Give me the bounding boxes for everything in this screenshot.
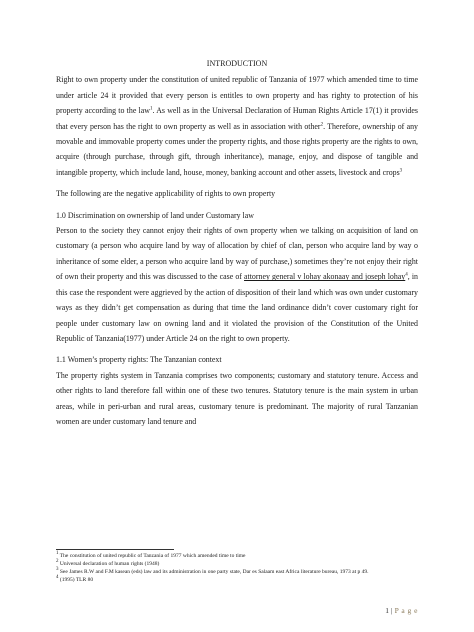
section-heading-1-0: 1.0 Discrimination on ownership of land under Customary law — [56, 210, 254, 220]
footnote-ref-4[interactable]: 4 — [405, 272, 408, 278]
page-label: P a g e — [394, 606, 418, 615]
document-body — [56, 56, 418, 429]
footnote-3: $^3$ See James R.W and F.M kasean (eds) law and its administration in one party state, Dar es Salaam east Africa literature bureau, 1973 at p 49. — [56, 567, 369, 575]
footnote-ref-3[interactable]: 3 — [399, 168, 403, 174]
footnote-ref-2[interactable]: 2 — [320, 122, 324, 127]
footnote-ref-1[interactable]: 1 — [149, 106, 153, 112]
document-title: INTRODUCTION — [206, 59, 268, 68]
footnote-1: $^1$ The constitution of united republic of Tanzania of 1977 which amended time to time — [56, 551, 246, 559]
footnote-2: $^2$ Universal declaration of human rights (1948) — [56, 559, 160, 567]
case-citation: attorney general v lohay akonaay and joseph lohay — [244, 272, 406, 282]
footnotes-area — [56, 549, 418, 584]
page-footer — [385, 606, 418, 615]
section-1-0-paragraph: Person to the society they cannot enjoy their rights of own property when we talking on acquisition of land on customary (a person who acquire land by way of allocation by chief of clan, person who acquire land by way o inheritance of some elder, a person who acquire land by way of purchase,) sometimes they’re not enjoy their right of own their property and this was discussed to the case of attorney general v lohay akonaay and joseph lohay$^4$, in this case the respondent were aggrieved by the action of disposition of their land which was own under customary ways as they didn’t get compensation as during that time the land ordinance didn’t cover customary right for people under customary law on owning land and it violated the provision of the Constitution of the United Republic of Tanzania(1977) under Article 24 on the right to own property. — [56, 226, 418, 343]
footnote-divider — [56, 549, 174, 550]
footer-separator: | — [391, 606, 393, 615]
page-number: 1 — [385, 606, 390, 615]
section-heading-1-1: 1.1 Women’s property rights: The Tanzanian context — [56, 355, 222, 365]
section-1-1-paragraph: The property rights system in Tanzania comprises two components; customary and statutory tenure. Access and other rights to land therefore fall within one of these two tenures. Statutory tenure is the main system in urban areas, while in peri-urban and rural areas, customary tenure is predominant. The majority of rural Tanzanian women are under customary land tenure and — [56, 370, 418, 426]
footnote-4: $^4$ (1995) TLR 80 — [56, 575, 94, 583]
intro-lead-paragraph: The following are the negative applicability of rights to own property — [56, 189, 276, 199]
intro-paragraph: Right to own property under the constitution of united republic of Tanzania of 1977 which amended time to time under article 24 it provided that every person is entitles to own property and has righty to protection of his property according to the law$^1$. As well as in the Universal Declaration of Human Rights Article 17(1) it provides that every person has the right to own property as well as in association with other$^2$. Therefore, ownership of any movable and immovable property comes under the property rights, and those rights property are the rights to own, acquire (through purchase, through gift, through inheritance), manage, enjoy, and dispose of tangible and intangible property, which include land, house, money, banking account and other assets, livestock and crops$^3$ — [56, 75, 418, 177]
